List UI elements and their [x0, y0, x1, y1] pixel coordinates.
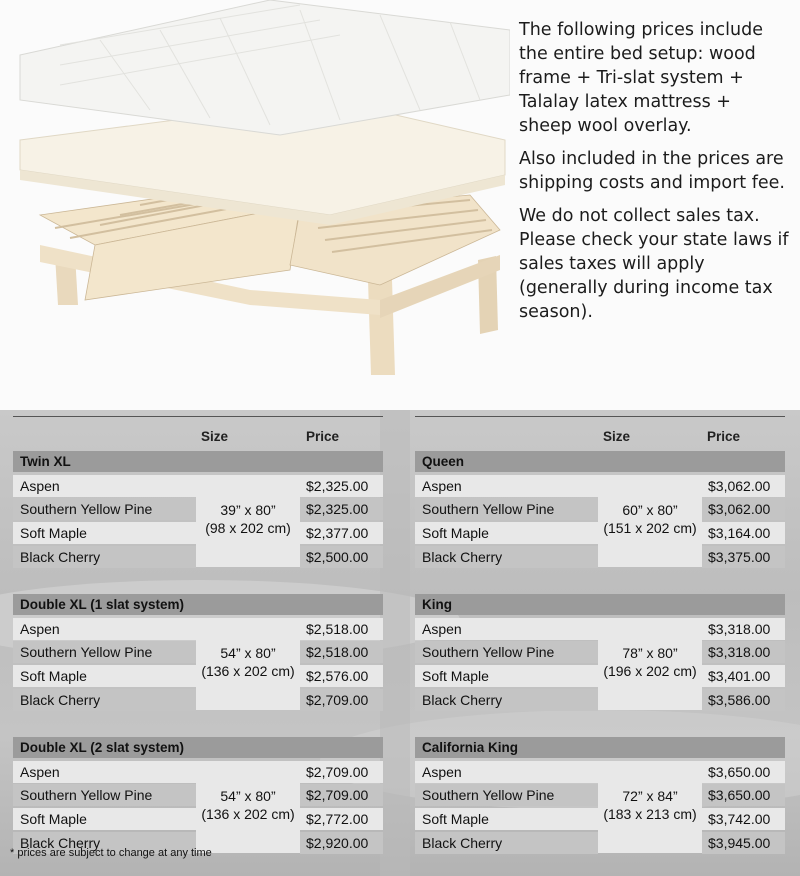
group-title: Double XL (1 slat system)	[20, 597, 185, 612]
size-column-header: Size	[603, 429, 631, 444]
size-cm: (136 x 202 cm)	[201, 663, 295, 679]
group-title: Queen	[422, 454, 465, 469]
size-cm: (196 x 202 cm)	[603, 663, 697, 679]
intro-paragraph-3: We do not collect sales tax. Please check your state laws if sales taxes will apply (generally during income tax season).	[519, 206, 789, 322]
intro-paragraph-1: The following prices include the entire bed setup: wood frame + Tri-slat system + Talalay latex mattress + sheep wool overlay.	[519, 20, 763, 136]
price-value: $2,325.00	[306, 478, 369, 494]
price-value: $2,709.00	[306, 764, 369, 780]
price-table-left	[13, 416, 383, 876]
bed-group-california-king	[415, 737, 785, 854]
price-value: $2,709.00	[306, 692, 369, 708]
price-value: $3,650.00	[708, 787, 771, 803]
price-value: $2,500.00	[306, 549, 369, 565]
price-value: $3,401.00	[708, 668, 771, 684]
price-value: $3,318.00	[708, 621, 771, 637]
wood-name: Soft Maple	[422, 668, 489, 684]
wood-name: Southern Yellow Pine	[422, 644, 555, 660]
bed-group-double-xl-1	[13, 594, 383, 711]
intro-paragraph-2: Also included in the prices are shipping costs and import fee.	[519, 149, 785, 193]
price-value: $2,576.00	[306, 668, 369, 684]
size-inches: 60” x 80”	[622, 502, 678, 518]
intro-section	[0, 0, 800, 410]
size-cm: (98 x 202 cm)	[205, 520, 291, 536]
price-value: $2,325.00	[306, 501, 369, 517]
price-value: $3,586.00	[708, 692, 771, 708]
bed-group-twin-xl	[13, 451, 383, 568]
size-cell	[598, 761, 702, 853]
price-value: $3,062.00	[708, 478, 771, 494]
price-value: $2,709.00	[306, 787, 369, 803]
group-title: King	[422, 597, 452, 612]
size-cm: (151 x 202 cm)	[603, 520, 697, 536]
intro-text	[519, 18, 789, 333]
group-title: Twin XL	[20, 454, 71, 469]
group-title-bar	[13, 451, 383, 472]
table-header	[13, 416, 383, 451]
price-value: $3,164.00	[708, 525, 771, 541]
wood-name: Aspen	[422, 621, 462, 637]
price-column-header: Price	[306, 429, 340, 444]
price-value: $2,920.00	[306, 835, 369, 851]
wood-name: Black Cherry	[422, 549, 503, 565]
wood-name: Southern Yellow Pine	[422, 787, 555, 803]
bed-group-double-xl-2	[13, 737, 383, 854]
size-cell	[598, 475, 702, 567]
price-tables-section	[0, 410, 800, 876]
group-title-bar	[415, 451, 785, 472]
price-table-right	[415, 416, 785, 876]
size-inches: 72” x 84”	[622, 788, 678, 804]
price-value: $2,518.00	[306, 644, 369, 660]
wood-name: Southern Yellow Pine	[20, 644, 153, 660]
price-value: $2,772.00	[306, 811, 369, 827]
bed-group-queen	[415, 451, 785, 568]
wood-name: Black Cherry	[20, 835, 101, 851]
wood-name: Black Cherry	[20, 692, 101, 708]
wood-name: Southern Yellow Pine	[422, 501, 555, 517]
price-value: $2,518.00	[306, 621, 369, 637]
wood-name: Soft Maple	[20, 668, 87, 684]
price-value: $3,062.00	[708, 501, 771, 517]
wood-name: Black Cherry	[20, 549, 101, 565]
group-title-bar	[13, 737, 383, 758]
group-title-bar	[415, 737, 785, 758]
bed-setup-illustration	[0, 0, 510, 410]
wood-name: Aspen	[422, 478, 462, 494]
size-inches: 78” x 80”	[622, 645, 678, 661]
wood-name: Aspen	[20, 621, 60, 637]
size-inches: 54” x 80”	[220, 788, 276, 804]
wood-name: Soft Maple	[422, 811, 489, 827]
group-title-bar	[415, 594, 785, 615]
wood-name: Soft Maple	[20, 525, 87, 541]
price-value: $3,375.00	[708, 549, 771, 565]
table-header	[415, 416, 785, 451]
bed-group-king	[415, 594, 785, 711]
price-value: $3,945.00	[708, 835, 771, 851]
wood-name: Soft Maple	[20, 811, 87, 827]
size-cm: (136 x 202 cm)	[201, 806, 295, 822]
price-value: $3,318.00	[708, 644, 771, 660]
size-cell	[598, 618, 702, 710]
wood-name: Aspen	[20, 764, 60, 780]
wood-name: Southern Yellow Pine	[20, 501, 153, 517]
wood-name: Southern Yellow Pine	[20, 787, 153, 803]
size-cell	[196, 618, 300, 710]
wood-name: Aspen	[20, 478, 60, 494]
wood-name: Aspen	[422, 764, 462, 780]
size-cell	[196, 475, 300, 567]
price-value: $2,377.00	[306, 525, 369, 541]
wood-name: Black Cherry	[422, 835, 503, 851]
price-value: $3,650.00	[708, 764, 771, 780]
size-column-header: Size	[201, 429, 229, 444]
size-cell	[196, 761, 300, 853]
price-column-header: Price	[707, 429, 741, 444]
price-footnote: * prices are subject to change at any time	[10, 847, 212, 859]
group-title-bar	[13, 594, 383, 615]
wood-name: Soft Maple	[422, 525, 489, 541]
size-cm: (183 x 213 cm)	[603, 806, 697, 822]
size-inches: 54” x 80”	[220, 645, 276, 661]
group-title: Double XL (2 slat system)	[20, 740, 185, 755]
price-value: $3,742.00	[708, 811, 771, 827]
size-inches: 39” x 80”	[220, 502, 276, 518]
wood-name: Black Cherry	[422, 692, 503, 708]
group-title: California King	[422, 740, 519, 755]
